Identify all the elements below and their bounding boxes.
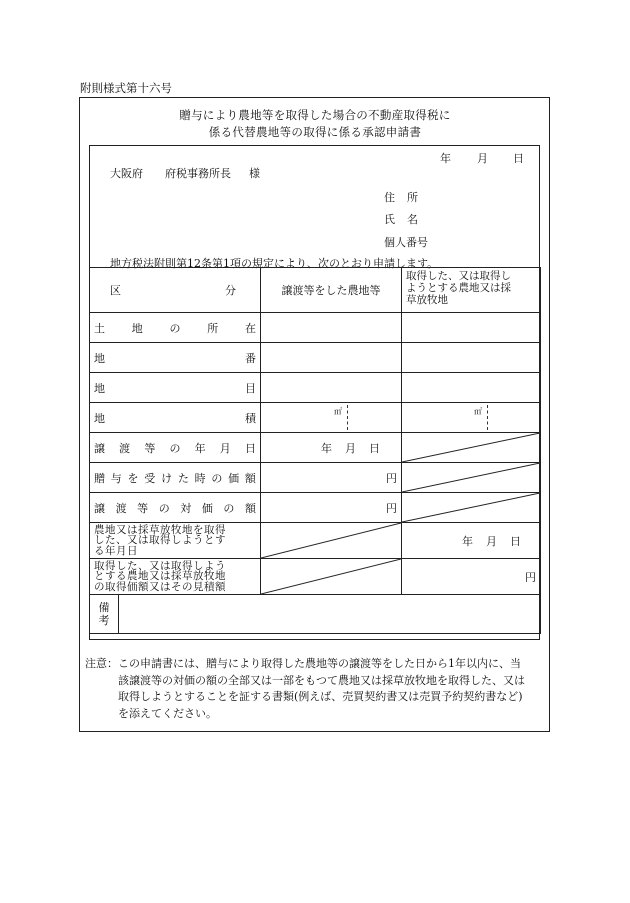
cell-location-transferred[interactable] — [261, 313, 402, 343]
label-land-area: 地 積 — [90, 403, 261, 433]
row-remarks — [90, 595, 541, 634]
cell-consideration-na — [402, 493, 541, 523]
cell-area-transferred[interactable] — [261, 403, 402, 433]
form-title-line1: 贈与により農地等を取得した場合の不動産取得税に — [179, 108, 451, 122]
cell-category-acquired[interactable] — [402, 373, 541, 403]
area-unit-sqm: ㎡ — [334, 407, 342, 416]
cell-transfer-date-na — [402, 433, 541, 463]
cell-area-acquired[interactable] — [402, 403, 541, 433]
cell-remarks[interactable] — [90, 595, 541, 634]
header-acquired-land: 取得した、又は取得し ようとする農地又は採 草放牧地 — [402, 268, 541, 313]
notice-text: 注意：この申請書には、贈与により取得した農地等の譲渡等をした日から1年以内に、当 該譲渡等の対価の額の全部又は一部をもつて農地又は採草放牧地を取得した、又は 取得しようとすることを証する書類(例えば、売買契約書又は売買予約契約書など) を添えてください。 — [85, 657, 525, 720]
label-lot-number: 地 番 — [90, 343, 261, 373]
header-category: 区 分 — [90, 268, 261, 313]
row-land-location — [90, 313, 541, 343]
label-consideration: 譲 渡 等 の 対 価 の 額 — [90, 493, 261, 523]
row-acquisition-price — [90, 559, 541, 595]
application-statement: 地方税法附則第12条第1項の規定により、次のとおり申請します。 — [110, 257, 439, 270]
cell-location-acquired[interactable] — [402, 313, 541, 343]
row-land-category — [90, 373, 541, 403]
cell-acquisition-price-na — [261, 559, 402, 595]
table-header-row — [90, 268, 541, 313]
applicant-address-label[interactable]: 住 所 — [384, 191, 418, 204]
application-table — [89, 267, 541, 634]
applicant-id-number-label[interactable]: 個人番号 — [384, 236, 428, 249]
applicant-name-label[interactable]: 氏 名 — [384, 213, 418, 226]
area-unit-sqm: ㎡ — [474, 407, 482, 416]
cell-gift-value-na — [402, 463, 541, 493]
remarks-input-area[interactable] — [119, 595, 540, 633]
date-year-label[interactable]: 年 — [440, 152, 451, 165]
row-acquisition-date — [90, 523, 541, 559]
label-transfer-date: 譲 渡 等 の 年 月 日 — [90, 433, 261, 463]
cell-consideration[interactable]: 円 — [261, 493, 402, 523]
cell-acquisition-date[interactable]: 年 月 日 — [402, 523, 541, 559]
row-transfer-date — [90, 433, 541, 463]
date-month-label[interactable]: 月 — [477, 152, 488, 165]
row-land-area — [90, 403, 541, 433]
cell-gift-value[interactable]: 円 — [261, 463, 402, 493]
label-gift-value: 贈 与 を 受 け た 時 の 価 額 — [90, 463, 261, 493]
label-land-location: 土 地 の 所 在 — [90, 313, 261, 343]
cell-acquisition-date-na — [261, 523, 402, 559]
cell-lot-acquired[interactable] — [402, 343, 541, 373]
label-remarks: 備 考 — [90, 595, 119, 633]
cell-transfer-date[interactable]: 年 月 日 — [261, 433, 402, 463]
row-gift-value — [90, 463, 541, 493]
addressee-office[interactable]: 府税事務所長 — [165, 167, 231, 180]
row-consideration — [90, 493, 541, 523]
date-day-label[interactable]: 日 — [513, 152, 524, 165]
header-transferred-land: 譲渡等をした農地等 — [261, 268, 402, 313]
label-land-category: 地 目 — [90, 373, 261, 403]
form-number: 附則様式第十六号 — [80, 81, 172, 95]
addressee-honorific: 様 — [249, 167, 260, 180]
cell-lot-transferred[interactable] — [261, 343, 402, 373]
cell-acquisition-price[interactable]: 円 — [402, 559, 541, 595]
form-title-line2: 係る代替農地等の取得に係る承認申請書 — [208, 125, 422, 139]
decimal-divider — [487, 405, 488, 430]
label-acquisition-price: 取得した、又は取得しよう とする農地又は採草放牧地 の取得価額又はその見積額 — [90, 559, 261, 595]
cell-category-transferred[interactable] — [261, 373, 402, 403]
label-acquisition-date: 農地又は採草放牧地を取得 した、又は取得しようとす る年月日 — [90, 523, 261, 559]
addressee-prefecture: 大阪府 — [110, 167, 143, 180]
decimal-divider — [347, 405, 348, 430]
row-lot-number — [90, 343, 541, 373]
